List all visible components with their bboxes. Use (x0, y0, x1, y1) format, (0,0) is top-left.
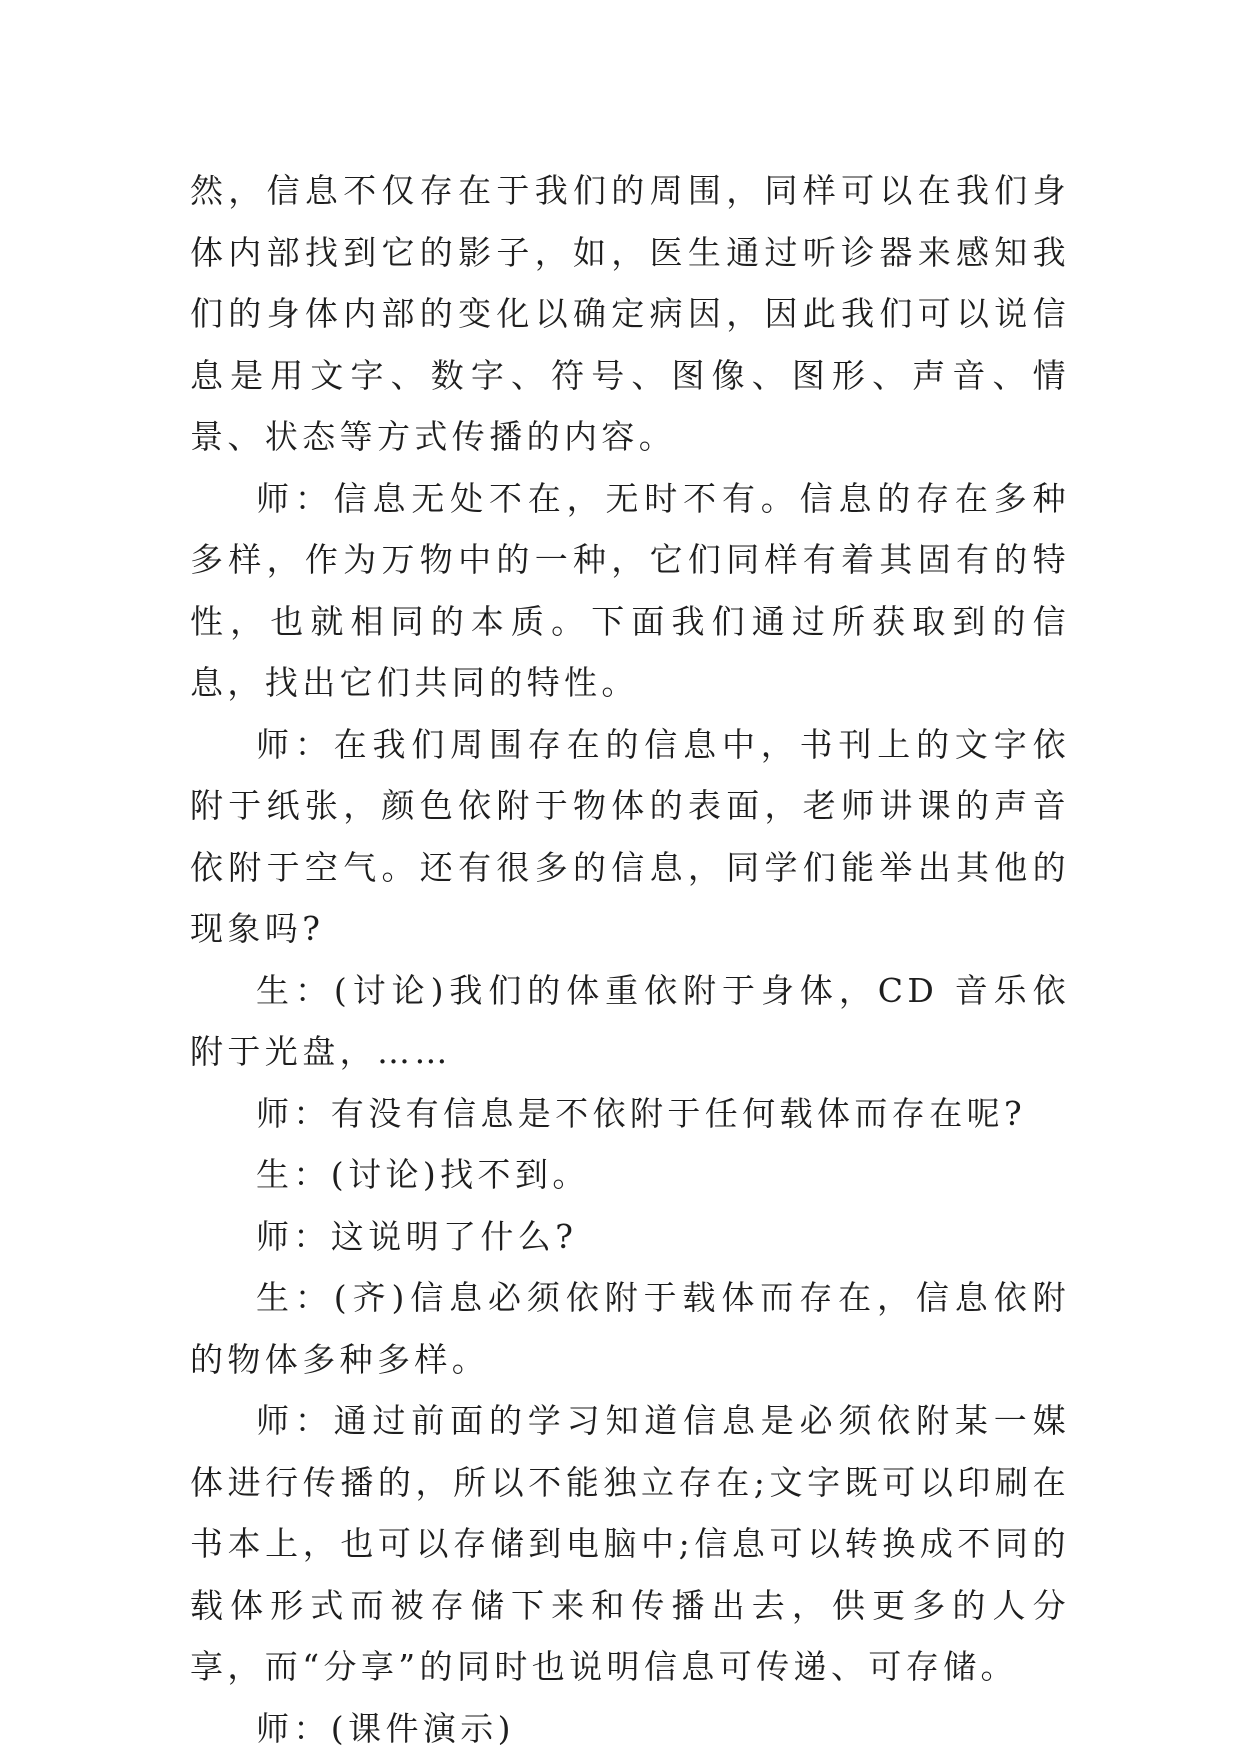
paragraph: 师：有没有信息是不依附于任何载体而存在呢? (190, 1083, 1070, 1145)
paragraph: 师：(课件演示) (190, 1698, 1070, 1759)
paragraph: 然，信息不仅存在于我们的周围，同样可以在我们身体内部找到它的影子，如，医生通过听诊器来感知我们的身体内部的变化以确定病因，因此我们可以说信息是用文字、数字、符号、图像、图形、声音、情景、状态等方式传播的内容。 (190, 160, 1070, 468)
document-page (190, 160, 1070, 1759)
paragraph: 师：这说明了什么? (190, 1206, 1070, 1268)
paragraph: 师：信息无处不在，无时不有。信息的存在多种多样，作为万物中的一种，它们同样有着其固有的特性，也就相同的本质。下面我们通过所获取到的信息，找出它们共同的特性。 (190, 468, 1070, 714)
paragraph: 生：(讨论)找不到。 (190, 1144, 1070, 1206)
paragraph: 师：通过前面的学习知道信息是必须依附某一媒体进行传播的，所以不能独立存在;文字既可以印刷在书本上，也可以存储到电脑中;信息可以转换成不同的载体形式而被存储下来和传播出去，供更多的人分享，而“分享”的同时也说明信息可传递、可存储。 (190, 1390, 1070, 1698)
paragraph: 师：在我们周围存在的信息中，书刊上的文字依附于纸张，颜色依附于物体的表面，老师讲课的声音依附于空气。还有很多的信息，同学们能举出其他的现象吗? (190, 714, 1070, 960)
paragraph: 生：(讨论)我们的体重依附于身体，CD 音乐依附于光盘，…… (190, 960, 1070, 1083)
paragraph: 生：(齐)信息必须依附于载体而存在，信息依附的物体多种多样。 (190, 1267, 1070, 1390)
